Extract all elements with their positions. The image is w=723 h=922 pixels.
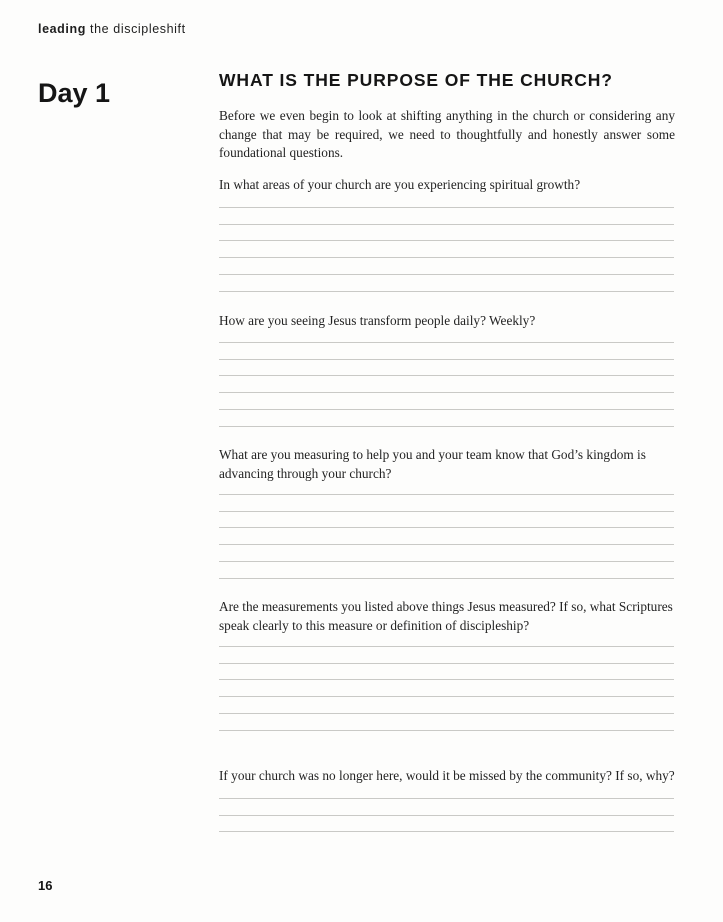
answer-line[interactable] bbox=[219, 360, 674, 377]
answer-line[interactable] bbox=[219, 495, 674, 512]
answer-line[interactable] bbox=[219, 697, 674, 714]
answer-line[interactable] bbox=[219, 528, 674, 545]
answer-line[interactable] bbox=[219, 816, 674, 833]
answer-line[interactable] bbox=[219, 664, 674, 681]
answer-lines-5[interactable] bbox=[219, 782, 674, 832]
answer-line[interactable] bbox=[219, 782, 674, 799]
question-4: Are the measurements you listed above things Jesus measured? If so, what Scriptures speak clearly to this measure or definition of discipleship? bbox=[219, 599, 673, 633]
answer-line[interactable] bbox=[219, 343, 674, 360]
answer-line[interactable] bbox=[219, 714, 674, 731]
answer-line[interactable] bbox=[219, 393, 674, 410]
answer-line[interactable] bbox=[219, 680, 674, 697]
answer-line[interactable] bbox=[219, 326, 674, 343]
question-3: What are you measuring to help you and your team know that God’s kingdom is advancing through your church? bbox=[219, 447, 646, 481]
answer-line[interactable] bbox=[219, 478, 674, 495]
question-2: How are you seeing Jesus transform people daily? Weekly? bbox=[219, 313, 536, 328]
answer-line[interactable] bbox=[219, 241, 674, 258]
answer-lines-4[interactable] bbox=[219, 630, 674, 731]
answer-line[interactable] bbox=[219, 799, 674, 816]
answer-line[interactable] bbox=[219, 410, 674, 427]
running-head bbox=[38, 22, 186, 36]
answer-line[interactable] bbox=[219, 258, 674, 275]
answer-line[interactable] bbox=[219, 545, 674, 562]
answer-line[interactable] bbox=[219, 275, 674, 292]
answer-line[interactable] bbox=[219, 208, 674, 225]
intro-paragraph: Before we even begin to look at shifting anything in the church or considering any change that may be required, we need to thoughtfully and honestly answer some foundational questions. bbox=[219, 108, 675, 160]
answer-line[interactable] bbox=[219, 512, 674, 529]
running-head-bold: leading bbox=[38, 22, 86, 36]
page-number: 16 bbox=[38, 878, 53, 893]
question-5: If your church was no longer here, would it be missed by the community? If so, why? bbox=[219, 768, 675, 783]
answer-line[interactable] bbox=[219, 376, 674, 393]
answer-lines-1[interactable] bbox=[219, 191, 674, 292]
answer-line[interactable] bbox=[219, 647, 674, 664]
section-heading: WHAT IS THE PURPOSE OF THE CHURCH? bbox=[219, 70, 613, 90]
running-head-rest: the discipleshift bbox=[85, 22, 186, 36]
answer-line[interactable] bbox=[219, 191, 674, 208]
answer-line[interactable] bbox=[219, 225, 674, 242]
day-title: Day 1 bbox=[38, 78, 111, 108]
answer-lines-3[interactable] bbox=[219, 478, 674, 579]
answer-line[interactable] bbox=[219, 562, 674, 579]
answer-line[interactable] bbox=[219, 630, 674, 647]
question-1: In what areas of your church are you experiencing spiritual growth? bbox=[219, 177, 581, 192]
answer-lines-2[interactable] bbox=[219, 326, 674, 427]
